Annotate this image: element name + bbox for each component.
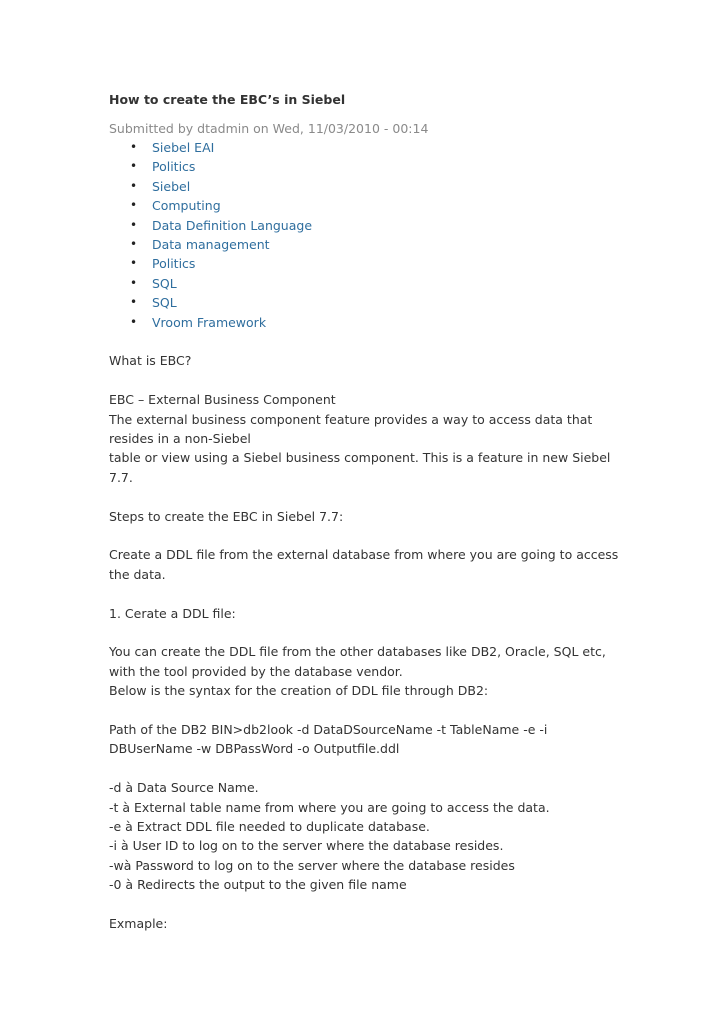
tag-link[interactable]: Data management <box>152 236 270 252</box>
paragraph-line: Create a DDL file from the external database from where you are going to access <box>109 547 619 563</box>
paragraph-line: Below is the syntax for the creation of DDL file through DB2: <box>109 683 489 699</box>
spacer <box>109 701 629 720</box>
paragraph-line: with the tool provided by the database vendor. <box>109 663 403 679</box>
spacer <box>109 332 629 351</box>
bullet-icon: • <box>130 314 138 329</box>
list-item <box>109 177 629 196</box>
paragraph-line: The external business component feature provides a way to access data that <box>109 411 593 427</box>
command-line: DBUserName -w DBPassWord -o Outputfile.ddl <box>109 741 400 757</box>
bullet-icon: • <box>130 159 138 174</box>
option-line: -i à User ID to log on to the server where the database resides. <box>109 838 504 854</box>
spacer <box>109 623 629 642</box>
tag-list <box>109 138 629 332</box>
list-item <box>109 196 629 215</box>
bullet-icon: • <box>130 140 138 154</box>
tag-link[interactable]: Data Definition Language <box>152 217 313 233</box>
bullet-icon: • <box>130 295 138 310</box>
page-title: How to create the EBC’s in Siebel <box>109 92 346 107</box>
submitted-info: Submitted by dtadmin on Wed, 11/03/2010 - 00:14 <box>109 121 429 136</box>
list-item <box>109 138 629 157</box>
spacer <box>109 584 629 603</box>
tag-link[interactable]: Vroom Framework <box>152 314 267 330</box>
list-item <box>109 235 629 254</box>
tag-link[interactable]: Politics <box>152 159 196 175</box>
list-item <box>109 313 629 332</box>
paragraph-line: table or view using a Siebel business component. This is a feature in new Siebel <box>109 450 611 466</box>
list-item <box>109 157 629 176</box>
option-line: -t à External table name from where you are going to access the data. <box>109 799 550 815</box>
list-item <box>109 293 629 312</box>
bullet-icon: • <box>130 236 138 251</box>
paragraph-line: 7.7. <box>109 469 133 485</box>
bullet-icon: • <box>130 217 138 232</box>
spacer <box>109 895 629 914</box>
bullet-icon: • <box>130 275 138 290</box>
option-line: -0 à Redirects the output to the given file name <box>109 877 407 893</box>
bullet-icon: • <box>130 178 138 193</box>
option-line: -wà Password to log on to the server where the database resides <box>109 857 515 873</box>
example-heading: Exmaple: <box>109 915 168 931</box>
spacer <box>109 487 629 506</box>
question-heading: What is EBC? <box>109 353 192 369</box>
tag-link[interactable]: Politics <box>152 256 196 272</box>
list-item <box>109 274 629 293</box>
step-heading: 1. Cerate a DDL file: <box>109 605 236 621</box>
steps-heading: Steps to create the EBC in Siebel 7.7: <box>109 508 344 524</box>
tag-link[interactable]: SQL <box>152 275 177 291</box>
article <box>109 90 629 933</box>
option-line: -d à Data Source Name. <box>109 780 259 796</box>
tag-link[interactable]: Siebel EAI <box>152 140 215 155</box>
tag-link[interactable]: Computing <box>152 198 221 214</box>
tag-link[interactable]: SQL <box>152 295 177 311</box>
command-line: Path of the DB2 BIN>db2look -d DataDSourceName -t TableName -e -i <box>109 721 548 737</box>
list-item <box>109 254 629 273</box>
tag-link[interactable]: Siebel <box>152 178 191 194</box>
bullet-icon: • <box>130 256 138 271</box>
spacer <box>109 759 629 778</box>
article-body <box>109 351 629 933</box>
spacer <box>109 526 629 545</box>
paragraph-line: resides in a non-Siebel <box>109 430 251 446</box>
paragraph-line: You can create the DDL file from the other databases like DB2, Oracle, SQL etc, <box>109 644 606 660</box>
paragraph-line: the data. <box>109 566 166 582</box>
definition-title: EBC – External Business Component <box>109 392 336 408</box>
bullet-icon: • <box>130 198 138 213</box>
spacer <box>109 371 629 390</box>
option-line: -e à Extract DDL file needed to duplicate database. <box>109 818 430 834</box>
list-item <box>109 216 629 235</box>
